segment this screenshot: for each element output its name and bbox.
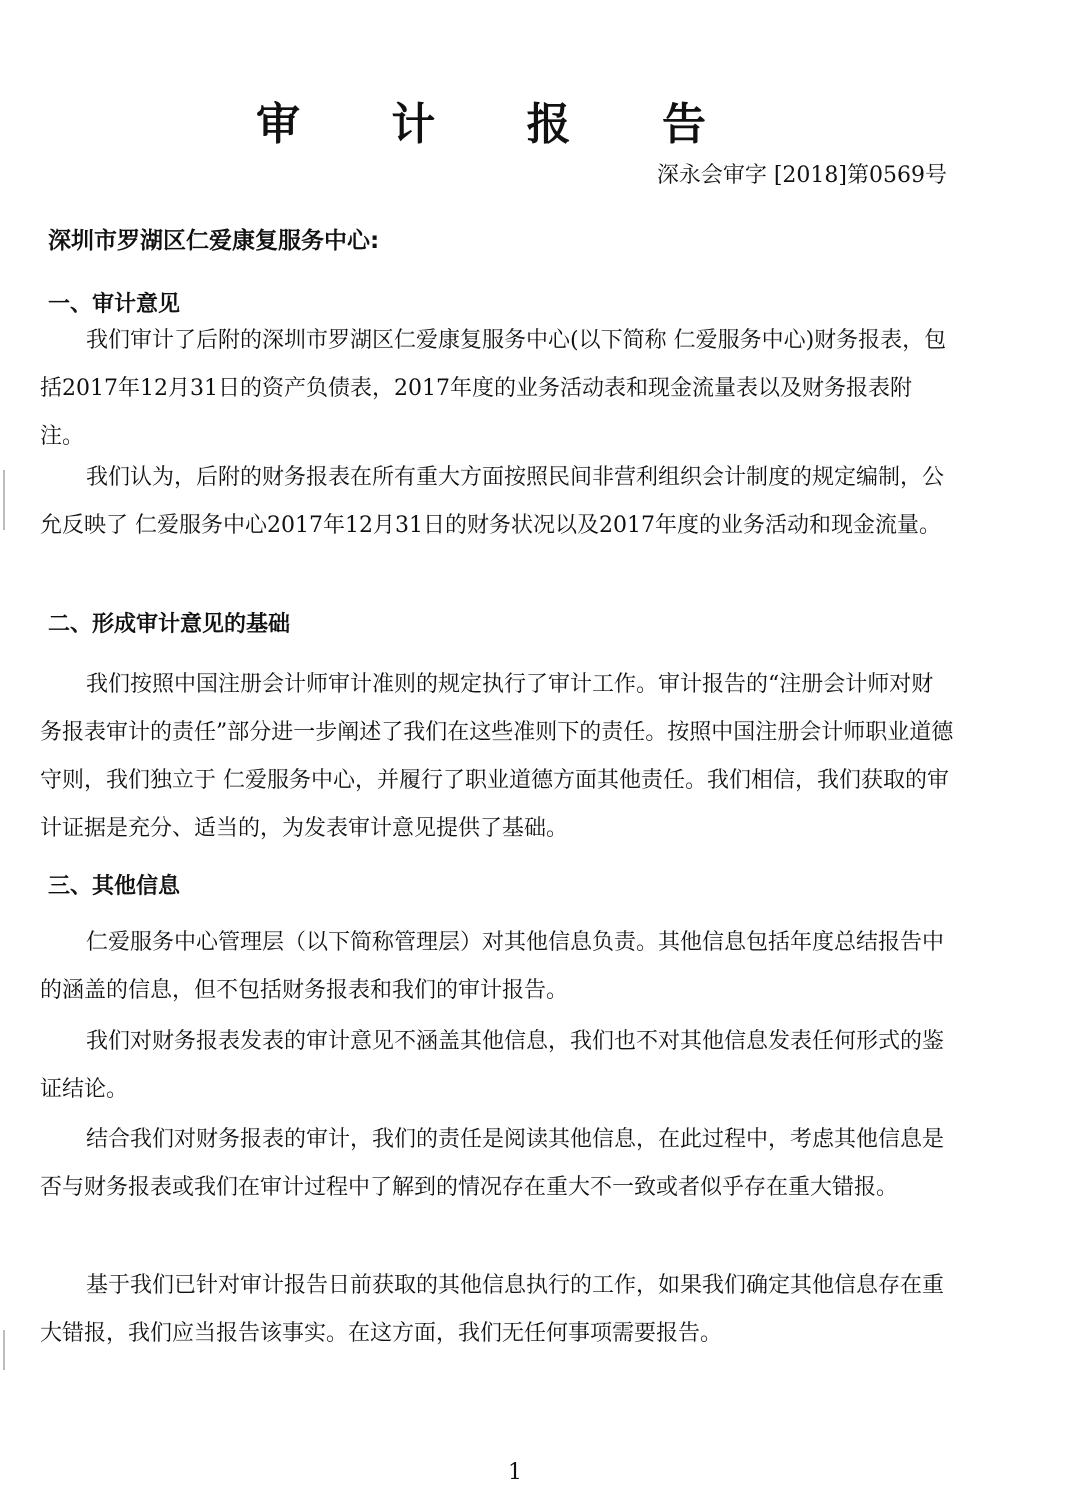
scan-edge-mark <box>3 470 5 530</box>
section-heading-audit-opinion: 一、审计意见 <box>48 292 181 317</box>
paragraph: 我们认为，后附的财务报表在所有重大方面按照民间非营利组织会计制度的规定编制，公允反映了 仁爱服务中心2017年12月31日的财务状况以及2017年度的业务活动和现金流量。 <box>40 465 945 538</box>
section-heading-basis-for-opinion: 二、形成审计意见的基础 <box>48 612 291 637</box>
paragraph: 我们对财务报表发表的审计意见不涵盖其他信息，我们也不对其他信息发表任何形式的鉴证结论。 <box>40 1029 945 1102</box>
paragraph: 结合我们对财务报表的审计，我们的责任是阅读其他信息，在此过程中，考虑其他信息是否与财务报表或我们在审计过程中了解到的情况存在重大不一致或者似乎存在重大错报。 <box>40 1127 945 1200</box>
paragraph: 基于我们已针对审计报告日前获取的其他信息执行的工作，如果我们确定其他信息存在重大错报，我们应当报告该事实。在这方面，我们无任何事项需要报告。 <box>40 1273 945 1346</box>
page-number: 1 <box>508 1460 522 1485</box>
document-number: 深永会审字 [2018]第0569号 <box>656 163 947 188</box>
addressee: 深圳市罗湖区仁爱康复服务中心: <box>48 228 380 254</box>
paragraph: 我们审计了后附的深圳市罗湖区仁爱康复服务中心(以下简称 仁爱服务中心)财务报表，包括2017年12月31日的资产负债表，2017年度的业务活动表和现金流量表以及财务报表附注。 <box>40 328 947 449</box>
section-heading-other-information: 三、其他信息 <box>48 874 181 899</box>
paragraph: 我们按照中国注册会计师审计准则的规定执行了审计工作。审计报告的“注册会计师对财务报表审计的责任”部分进一步阐述了我们在这些准则下的责任。按照中国注册会计师职业道德守则，我们独立于 仁爱服务中心，并履行了职业道德方面其他责任。我们相信，我们获取的审计证据是充分、适当的，为发表审计意见提供了基础。 <box>40 672 954 841</box>
scan-edge-mark <box>3 1330 5 1370</box>
paragraph: 仁爱服务中心管理层（以下简称管理层）对其他信息负责。其他信息包括年度总结报告中的涵盖的信息，但不包括财务报表和我们的审计报告。 <box>40 930 945 1003</box>
document-title: 审 计 报 告 <box>256 99 744 150</box>
